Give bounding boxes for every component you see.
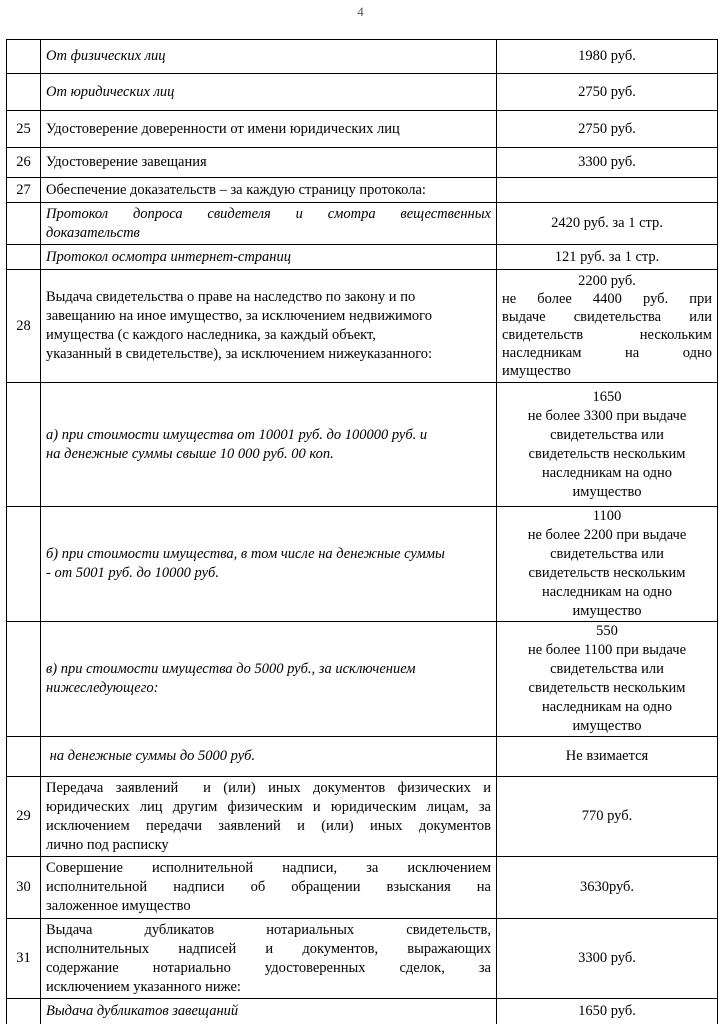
fee-line: 550 <box>596 623 618 639</box>
description-line: в) при стоимости имущества до 5000 руб., за исключением <box>46 661 416 677</box>
row-number: 27 <box>7 178 41 203</box>
row-fee <box>497 383 718 507</box>
table-row <box>7 383 718 507</box>
table-row <box>7 245 718 270</box>
table-row <box>7 40 718 74</box>
fee-line: наследникам на одно <box>541 699 673 715</box>
row-number: 26 <box>7 148 41 178</box>
description-line: исполнительных надписей и документов, выражающих <box>46 940 491 957</box>
table-row <box>7 622 718 737</box>
row-description: От юридических лиц <box>41 74 497 111</box>
fee-line: 2200 руб. <box>578 273 636 289</box>
row-number <box>7 245 41 270</box>
description-line: содержание нотариально удостоверенных сделок, за <box>46 959 491 976</box>
row-fee: Не взимается <box>497 737 718 777</box>
row-fee: 1650 руб. <box>497 999 718 1024</box>
description-line: лично под расписку <box>46 836 169 853</box>
description-line: имущества (с каждого наследника, за каждый объект, <box>46 327 376 343</box>
row-description <box>41 383 497 507</box>
table-row <box>7 507 718 622</box>
fee-line: не более 2200 при выдаче <box>527 527 687 543</box>
table-row <box>7 857 718 919</box>
row-fee <box>497 178 718 203</box>
row-description <box>41 622 497 737</box>
description-line: Выдача свидетельства о праве на наследство по закону и по <box>46 289 416 305</box>
table-row <box>7 919 718 999</box>
description-line: завещанию на иное имущество, за исключением недвижимого <box>46 308 432 324</box>
description-line: исключением указанного ниже: <box>46 978 241 995</box>
row-fee: 2420 руб. за 1 стр. <box>497 203 718 245</box>
fee-line: свидетельства или <box>550 661 664 677</box>
fee-line: не более 4400 руб. при <box>502 291 712 307</box>
notary-fees-table <box>6 39 718 1024</box>
row-fee: 3300 руб. <box>497 919 718 999</box>
fee-line: имущество <box>572 718 642 734</box>
fee-line: не более 1100 при выдаче <box>527 642 687 658</box>
row-number <box>7 622 41 737</box>
row-description <box>41 203 497 245</box>
row-fee <box>497 507 718 622</box>
row-fee <box>497 270 718 383</box>
row-number <box>7 74 41 111</box>
row-fee: 770 руб. <box>497 777 718 857</box>
description-line: - от 5001 руб. до 10000 руб. <box>46 565 219 581</box>
description-line: а) при стоимости имущества от 10001 руб. до 100000 руб. и <box>46 426 428 443</box>
description-line: исключением передачи заявлений и (или) иных документов <box>46 817 491 834</box>
row-number <box>7 40 41 74</box>
row-description: От физических лиц <box>41 40 497 74</box>
fee-line: свидетельств нескольким <box>528 565 686 581</box>
table-row <box>7 178 718 203</box>
row-description: Удостоверение доверенности от имени юридических лиц <box>41 111 497 148</box>
description-line: Выдача дубликатов нотариальных свидетельств, <box>46 921 491 938</box>
description-line: б) при стоимости имущества, в том числе на денежные суммы <box>46 546 445 562</box>
row-number: 25 <box>7 111 41 148</box>
fee-line: имущество <box>572 483 642 500</box>
table-row <box>7 737 718 777</box>
table-row <box>7 203 718 245</box>
description-line: на денежные суммы свыше 10 000 руб. 00 коп. <box>46 445 334 462</box>
description-line: Передача заявлений и (или) иных документов физических и <box>46 779 491 796</box>
row-number <box>7 203 41 245</box>
row-description <box>41 507 497 622</box>
table-row <box>7 777 718 857</box>
row-number: 30 <box>7 857 41 919</box>
fee-line: выдаче свидетельства или <box>502 309 712 325</box>
row-fee <box>497 622 718 737</box>
row-description: Удостоверение завещания <box>41 148 497 178</box>
fee-line: свидетельств нескольким <box>528 445 686 462</box>
fee-line: имущество <box>572 603 642 619</box>
row-number: 28 <box>7 270 41 383</box>
description-line: доказательств <box>46 224 140 241</box>
fee-line: имущество <box>502 363 571 379</box>
row-description <box>41 919 497 999</box>
row-fee: 3300 руб. <box>497 148 718 178</box>
fee-line: наследникам на одно <box>541 464 673 481</box>
row-fee: 1980 руб. <box>497 40 718 74</box>
fee-line: 1100 <box>592 508 622 524</box>
row-number: 31 <box>7 919 41 999</box>
description-line: Протокол допроса свидетеля и смотра вещественных <box>46 205 491 222</box>
row-fee: 2750 руб. <box>497 111 718 148</box>
fee-line: свидетельств нескольким <box>502 327 712 343</box>
description-line: заложенное имущество <box>46 898 191 914</box>
row-description <box>41 270 497 383</box>
row-description: на денежные суммы до 5000 руб. <box>41 737 497 777</box>
fee-line: свидетельств нескольким <box>528 680 686 696</box>
fee-line: 1650 <box>592 388 622 405</box>
row-number <box>7 737 41 777</box>
row-description <box>41 857 497 919</box>
row-description <box>41 777 497 857</box>
description-line: нижеследующего: <box>46 680 159 696</box>
row-description: Протокол осмотра интернет-страниц <box>41 245 497 270</box>
fee-line: свидетельства или <box>550 426 664 443</box>
description-line: указанный в свидетельстве), за исключением нижеуказанного: <box>46 346 433 362</box>
description-line: исполнительной надписи об обращении взыскания на <box>46 879 491 895</box>
description-line: Совершение исполнительной надписи, за исключением <box>46 860 491 876</box>
fee-line: наследникам на одно <box>541 584 673 600</box>
table-row <box>7 74 718 111</box>
fee-line: не более 3300 при выдаче <box>527 407 687 424</box>
fee-line: свидетельства или <box>550 546 664 562</box>
fee-line: наследникам на одно <box>502 345 712 361</box>
row-description: Обеспечение доказательств – за каждую страницу протокола: <box>41 178 497 203</box>
row-number: 29 <box>7 777 41 857</box>
page-number: 4 <box>357 4 364 19</box>
row-number <box>7 507 41 622</box>
row-number <box>7 383 41 507</box>
row-number <box>7 999 41 1024</box>
table-row <box>7 999 718 1024</box>
row-fee: 3630руб. <box>497 857 718 919</box>
row-description: Выдача дубликатов завещаний <box>41 999 497 1024</box>
table-row <box>7 270 718 383</box>
row-fee: 2750 руб. <box>497 74 718 111</box>
table-row <box>7 111 718 148</box>
row-fee: 121 руб. за 1 стр. <box>497 245 718 270</box>
table-row <box>7 148 718 178</box>
description-line: юридических лиц другим физическим и юридическим лицам, за <box>46 798 491 815</box>
